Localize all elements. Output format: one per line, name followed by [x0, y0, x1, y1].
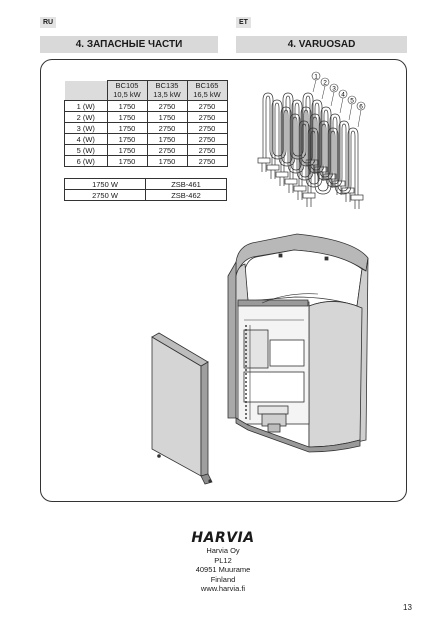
row-label: 5 (W) [65, 145, 108, 156]
row-label: 3 (W) [65, 123, 108, 134]
cell: 2750 [187, 134, 227, 145]
part-code: ZSB-461 [146, 179, 227, 190]
model-name: BC105 [115, 81, 139, 90]
row-label: 6 (W) [65, 156, 108, 167]
po-box: PL12 [214, 555, 232, 565]
cell: 2750 [187, 101, 227, 112]
callout-1 [312, 72, 320, 80]
heater-housing-illustration [228, 234, 368, 452]
cell: 1750 [107, 156, 147, 167]
cell: 2750 [147, 101, 187, 112]
callout-number: 6 [359, 103, 363, 111]
callout-number: 2 [323, 79, 327, 87]
company-name: Harvia Oy [206, 546, 240, 555]
cell: 2750 [187, 156, 227, 167]
front-panel-illustration [152, 333, 212, 484]
cell: 2750 [187, 123, 227, 134]
cell: 1750 [107, 134, 147, 145]
model-name: BC135 [155, 81, 179, 90]
callout-4 [339, 90, 347, 98]
model-power: 16,5 kW [193, 89, 221, 99]
part-power: 1750 W [65, 179, 146, 190]
country: Finland [210, 574, 236, 584]
lang-tag-et: ET [236, 17, 251, 28]
city: 40951 Muurame [195, 565, 251, 574]
cell: 1750 [107, 123, 147, 134]
cell: 2750 [187, 112, 227, 123]
part-code: ZSB-462 [146, 190, 227, 201]
cell: 1750 [147, 134, 187, 145]
callout-number: 5 [350, 97, 354, 105]
model-power: 13,5 kW [153, 89, 181, 99]
part-power: 2750 W [65, 190, 146, 201]
cell: 1750 [107, 112, 147, 123]
cell: 2750 [187, 145, 227, 156]
callout-number: 3 [332, 85, 336, 93]
cell: 2750 [147, 145, 187, 156]
callout-2 [321, 78, 329, 86]
footer [0, 531, 446, 594]
heating-elements-illustration [258, 93, 363, 209]
callout-number: 1 [314, 73, 318, 81]
row-label: 2 (W) [65, 112, 108, 123]
callout-6 [357, 102, 365, 110]
callout-3 [330, 84, 338, 92]
page-number: 13 [403, 603, 412, 612]
row-label: 4 (W) [65, 134, 108, 145]
model-power: 10,5 kW [113, 89, 141, 99]
cell: 1750 [147, 156, 187, 167]
harvia-logo: HARVIA [191, 530, 255, 546]
cell: 1750 [107, 101, 147, 112]
cell: 1750 [107, 145, 147, 156]
model-name: BC165 [195, 81, 219, 90]
lang-tag-ru: RU [40, 17, 56, 28]
row-label: 1 (W) [65, 101, 108, 112]
callout-number: 4 [341, 91, 345, 99]
website-link[interactable]: www.harvia.fi [200, 584, 246, 593]
section-title-ru: 4. ЗАПАСНЫЕ ЧАСТИ [40, 36, 218, 53]
cell: 2750 [147, 123, 187, 134]
section-title-et: 4. VARUOSAD [236, 36, 407, 53]
cell: 1750 [147, 112, 187, 123]
callout-5 [348, 96, 356, 104]
